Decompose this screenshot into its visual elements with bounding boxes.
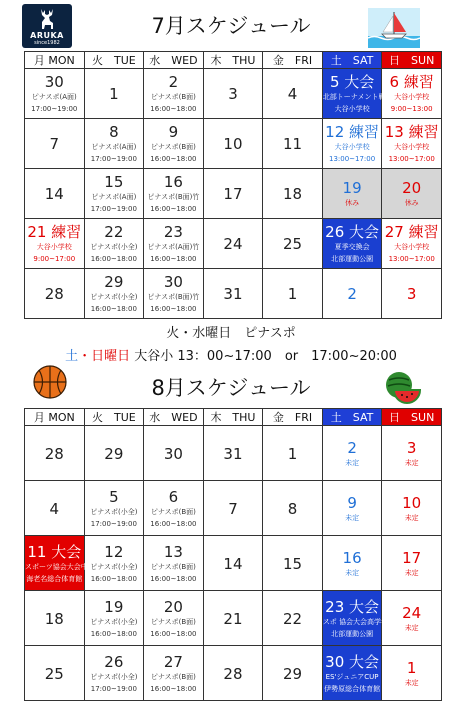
july-day-cell <box>25 219 85 269</box>
august-day-cell <box>382 591 442 646</box>
july-day-number: 3 <box>228 85 238 103</box>
august-event-text: ピナスポ(小全) <box>90 507 138 516</box>
august-day-cell <box>25 646 85 701</box>
august-day-number: 10 <box>402 493 422 512</box>
july-event-text: 16:00~18:00 <box>150 155 197 163</box>
july-title: 7月スケジュール <box>151 14 311 38</box>
july-day-number: 4 <box>287 85 298 103</box>
july-day-cell <box>203 169 263 219</box>
july-week-row <box>25 169 442 219</box>
july-day-cell <box>25 169 85 219</box>
august-day-cell <box>263 481 323 536</box>
august-day-cell <box>25 481 85 536</box>
july-day-cell <box>263 119 323 169</box>
july-event-text: 16:00~18:00 <box>90 305 137 313</box>
august-day-number: 28 <box>223 664 243 683</box>
august-day-cell <box>144 591 204 646</box>
july-day-cell <box>144 219 204 269</box>
july-event-text: ピナスポ(B面)竹 <box>147 193 200 201</box>
august-day-number: 28 <box>44 444 64 463</box>
august-day-cell <box>263 426 323 481</box>
july-event-text: ピナスポ(B面) <box>150 93 196 101</box>
july-event-text: ピナスポ(小全) <box>90 243 138 251</box>
august-day-number: 5 <box>109 487 119 506</box>
july-day-cell <box>322 169 382 219</box>
august-day-cell <box>144 646 204 701</box>
august-day-number: 2 <box>347 438 357 457</box>
july-event-text: 17:00~19:00 <box>31 105 78 113</box>
july-event-text: 大谷小学校 <box>36 243 72 251</box>
august-event-text: スポーツ協会大会中学年 <box>25 562 102 571</box>
august-event-text: 未定 <box>345 513 360 522</box>
july-event-text: 9:00~13:00 <box>390 105 433 113</box>
august-header-1: 火 TUE <box>84 409 144 426</box>
august-event-text: 伊勢原総合体育館 <box>324 684 381 693</box>
august-header-2: 水 WED <box>144 409 204 426</box>
august-event-text: 北部運動公園 <box>331 629 374 638</box>
august-event-text: 未定 <box>404 568 419 577</box>
august-day-cell <box>203 481 263 536</box>
august-day-cell <box>84 646 144 701</box>
august-event-text: 17:00~19:00 <box>90 519 137 528</box>
august-day-number: 1 <box>406 658 417 677</box>
august-header-6: 日 SUN <box>382 409 442 426</box>
august-day-number: 29 <box>282 664 303 683</box>
july-header-4: 金 FRI <box>263 52 323 69</box>
august-event-text: 未定 <box>404 678 419 687</box>
logo-since: since1982 <box>34 40 60 46</box>
august-day-number: 12 <box>104 542 124 561</box>
july-event-text: ピナスポ(小全) <box>90 293 138 301</box>
august-day-number: 4 <box>49 499 60 518</box>
july-event-text: 休み <box>404 199 419 207</box>
july-day-cell <box>84 169 144 219</box>
august-title: 8月スケジュール <box>151 376 311 400</box>
august-event-text: 16:00~18:00 <box>150 574 197 583</box>
july-event-text: 17:00~19:00 <box>90 205 137 213</box>
july-event-text: 大谷小学校 <box>394 143 430 151</box>
august-calendar <box>24 408 442 701</box>
august-day-number: 20 <box>163 597 183 616</box>
july-day-number: 17 <box>223 185 243 203</box>
august-day-cell <box>382 481 442 536</box>
july-day-cell <box>382 219 442 269</box>
july-day-cell <box>144 119 204 169</box>
august-day-cell <box>263 646 323 701</box>
august-event-text: ピナスポ(B面) <box>150 672 196 681</box>
august-day-number: 9 <box>347 493 357 512</box>
august-event-text: 16:00~18:00 <box>90 574 137 583</box>
sailboat-icon <box>368 8 420 48</box>
july-event-text: ピナスポ(A面) <box>31 93 77 101</box>
august-day-number: 1 <box>287 444 298 463</box>
august-day-number: 26 <box>104 652 124 671</box>
august-event-text: 未定 <box>345 458 360 467</box>
august-week-row <box>25 481 442 536</box>
august-day-cell <box>203 646 263 701</box>
august-day-cell <box>84 426 144 481</box>
august-day-cell <box>84 591 144 646</box>
august-day-cell <box>382 536 442 591</box>
august-week-row <box>25 426 442 481</box>
august-event-text: ピナスポ(小全) <box>90 562 138 571</box>
august-day-cell <box>382 646 442 701</box>
august-event-text: 未定 <box>345 568 360 577</box>
july-day-number: 6 練習 <box>389 73 434 91</box>
july-day-number: 30 <box>163 273 183 291</box>
august-day-cell <box>203 591 263 646</box>
august-day-number: 6 <box>168 487 179 506</box>
july-header-0: 月 MON <box>25 52 85 69</box>
july-day-number: 28 <box>44 285 64 303</box>
note-separator: ・ <box>78 349 92 364</box>
july-day-cell <box>203 219 263 269</box>
july-day-number: 11 <box>282 135 303 153</box>
july-day-number: 5 大会 <box>329 73 375 91</box>
august-event-text: 16:00~18:00 <box>150 684 197 693</box>
august-event-text: ピナスポ(B面) <box>150 617 196 626</box>
july-event-text: 休み <box>345 199 360 207</box>
july-day-number: 12 練習 <box>325 123 380 141</box>
note-weekend-time: 大谷小 13：00~17:00 or 17:00~20:00 <box>130 349 397 364</box>
july-day-cell <box>322 119 382 169</box>
july-day-cell <box>84 69 144 119</box>
august-event-text: 16:00~18:00 <box>90 629 137 638</box>
july-event-text: ピナスポ(A面) <box>91 143 137 151</box>
august-day-cell <box>263 591 323 646</box>
august-header-0: 月 MON <box>25 409 85 426</box>
august-event-text: ES'ジュニアCUP <box>325 672 379 681</box>
july-day-number: 30 <box>44 73 64 91</box>
august-day-number: 29 <box>104 444 124 463</box>
july-day-cell <box>263 219 323 269</box>
august-day-cell <box>322 536 382 591</box>
july-header-5: 土 SAT <box>322 52 382 69</box>
august-day-number: 25 <box>44 664 64 683</box>
july-day-cell <box>25 69 85 119</box>
august-day-number: 17 <box>402 548 422 567</box>
july-event-text: ピナスポ(A面) <box>91 193 137 201</box>
august-day-cell <box>84 536 144 591</box>
july-day-number: 27 練習 <box>384 223 439 241</box>
july-event-text: 17:00~19:00 <box>90 155 137 163</box>
july-day-number: 14 <box>44 185 64 203</box>
july-day-cell <box>144 69 204 119</box>
july-day-cell <box>203 269 263 319</box>
july-day-number: 20 <box>402 179 422 197</box>
august-day-number: 16 <box>342 548 362 567</box>
july-day-cell <box>263 269 323 319</box>
july-day-cell <box>203 119 263 169</box>
august-day-number: 27 <box>163 652 183 671</box>
july-day-number: 1 <box>287 285 298 303</box>
july-day-cell <box>144 169 204 219</box>
august-day-number: 19 <box>104 597 124 616</box>
august-event-text: ピナスポ(小全) <box>90 617 138 626</box>
july-day-cell <box>84 219 144 269</box>
july-day-cell <box>322 69 386 119</box>
july-event-text: 13:00~17:00 <box>388 255 435 263</box>
august-event-text: ピナスポ(小全) <box>90 672 138 681</box>
july-day-cell <box>25 119 85 169</box>
august-day-number: 7 <box>228 499 238 518</box>
july-event-text: 北部運動公園 <box>331 255 374 263</box>
july-day-number: 16 <box>163 173 183 191</box>
august-week-row <box>25 536 442 591</box>
august-week-row <box>25 591 442 646</box>
august-day-number: 23 大会 <box>325 597 380 616</box>
july-event-text: 16:00~18:00 <box>150 205 197 213</box>
august-day-number: 13 <box>163 542 183 561</box>
july-day-number: 2 <box>168 73 179 91</box>
august-event-text: 未定 <box>404 458 419 467</box>
august-day-cell <box>322 646 382 701</box>
july-header-3: 木 THU <box>203 52 263 69</box>
august-day-cell <box>144 536 204 591</box>
july-event-text: 9:00~17:00 <box>33 255 76 263</box>
july-calendar <box>24 51 442 319</box>
august-event-text: 16:00~18:00 <box>150 629 197 638</box>
july-day-number: 26 大会 <box>325 223 380 241</box>
august-day-number: 22 <box>282 609 303 628</box>
july-day-number: 15 <box>104 173 124 191</box>
august-header-3: 木 THU <box>203 409 263 426</box>
july-day-number: 2 <box>347 285 357 303</box>
note-saturday-label: 土 <box>65 349 79 364</box>
august-day-cell <box>322 481 382 536</box>
july-day-cell <box>382 269 442 319</box>
july-header-1: 火 TUE <box>84 52 144 69</box>
july-day-number: 22 <box>104 223 124 241</box>
july-day-cell <box>382 169 442 219</box>
july-week-row <box>25 219 442 269</box>
july-event-text: 16:00~18:00 <box>90 255 137 263</box>
july-header-2: 水 WED <box>144 52 204 69</box>
august-event-text: 未定 <box>404 513 419 522</box>
july-event-text: 大谷小学校 <box>334 143 370 151</box>
july-day-number: 3 <box>406 285 417 303</box>
july-day-cell <box>263 169 323 219</box>
july-day-cell <box>25 269 85 319</box>
july-day-number: 13 練習 <box>384 123 439 141</box>
july-day-number: 1 <box>109 85 119 103</box>
july-header-6: 日 SUN <box>382 52 442 69</box>
august-day-cell <box>84 481 144 536</box>
august-day-cell <box>382 426 442 481</box>
august-header-5: 土 SAT <box>322 409 382 426</box>
july-day-number: 23 <box>163 223 183 241</box>
july-day-cell <box>382 119 442 169</box>
august-day-number: 31 <box>223 444 243 463</box>
july-day-number: 19 <box>342 179 362 197</box>
logo-brand: ARUKA <box>30 31 64 40</box>
july-event-text: 16:00~18:00 <box>150 105 197 113</box>
july-day-number: 9 <box>168 123 179 141</box>
july-day-cell <box>203 69 263 119</box>
august-day-cell <box>263 536 323 591</box>
august-day-cell <box>25 426 85 481</box>
july-day-number: 10 <box>223 135 243 153</box>
july-week-row <box>25 269 442 319</box>
july-day-cell <box>84 119 144 169</box>
august-event-text: 未定 <box>404 623 419 632</box>
august-event-text: スポ 協会大会高学年 <box>322 617 389 626</box>
august-week-row <box>25 646 442 701</box>
august-day-cell <box>203 426 263 481</box>
july-day-cell <box>144 269 204 319</box>
july-day-number: 18 <box>282 185 303 203</box>
august-day-cell <box>322 591 389 646</box>
july-event-text: 夏季交換会 <box>334 243 370 251</box>
july-day-number: 8 <box>109 123 119 141</box>
august-day-number: 30 <box>163 444 183 463</box>
july-day-cell <box>84 269 144 319</box>
august-day-cell <box>25 536 102 591</box>
august-event-text: ピナスポ(B面) <box>150 562 196 571</box>
july-day-cell <box>322 269 382 319</box>
july-event-text: 13:00~17:00 <box>388 155 435 163</box>
july-event-text: 大谷小学校 <box>334 105 370 113</box>
august-event-text: 海老名総合体育館 <box>26 574 83 583</box>
august-header-4: 金 FRI <box>263 409 323 426</box>
august-event-text: 17:00~19:00 <box>90 684 137 693</box>
watermelon-icon <box>384 370 422 404</box>
july-event-text: 16:00~18:00 <box>150 255 197 263</box>
august-day-number: 15 <box>282 554 303 573</box>
august-day-number: 3 <box>406 438 417 457</box>
august-day-number: 21 <box>223 609 243 628</box>
july-week-row <box>25 119 442 169</box>
practice-note-weekend <box>0 345 462 364</box>
july-day-number: 21 練習 <box>27 223 82 241</box>
august-day-number: 30 大会 <box>325 652 380 671</box>
august-day-cell <box>203 536 263 591</box>
july-event-text: 大谷小学校 <box>394 243 430 251</box>
august-day-number: 11 大会 <box>27 542 82 561</box>
august-day-number: 14 <box>223 554 243 573</box>
july-event-text: ピナスポ(B面)竹 <box>147 293 200 301</box>
july-day-number: 31 <box>223 285 243 303</box>
august-day-number: 18 <box>44 609 64 628</box>
july-day-cell <box>322 219 382 269</box>
august-day-cell <box>144 426 204 481</box>
practice-note-weekday: 火・水曜日 ピナスポ <box>166 326 296 341</box>
july-day-number: 7 <box>49 135 60 153</box>
july-event-text: ピナスポ(A面)竹 <box>147 243 200 251</box>
july-event-text: 13:00~17:00 <box>328 155 376 163</box>
july-day-number: 29 <box>104 273 124 291</box>
august-day-cell <box>25 591 85 646</box>
july-event-text: ピナスポ(B面) <box>150 143 196 151</box>
july-day-cell <box>382 69 442 119</box>
july-day-number: 25 <box>282 235 303 253</box>
note-sunday-label: 日曜日 <box>91 349 131 364</box>
july-event-text: 16:00~18:00 <box>150 305 197 313</box>
july-day-cell <box>263 69 323 119</box>
july-event-text: 大谷小学校 <box>394 93 430 101</box>
august-event-text: ピナスポ(B面) <box>150 507 196 516</box>
august-day-cell <box>144 481 204 536</box>
august-day-cell <box>322 426 382 481</box>
august-day-number: 8 <box>287 499 298 518</box>
july-day-number: 24 <box>223 235 243 253</box>
july-event-text: 北部トーナメント戦 <box>322 93 386 101</box>
august-day-number: 24 <box>402 603 422 622</box>
july-week-row <box>25 69 442 119</box>
august-event-text: 16:00~18:00 <box>150 519 197 528</box>
